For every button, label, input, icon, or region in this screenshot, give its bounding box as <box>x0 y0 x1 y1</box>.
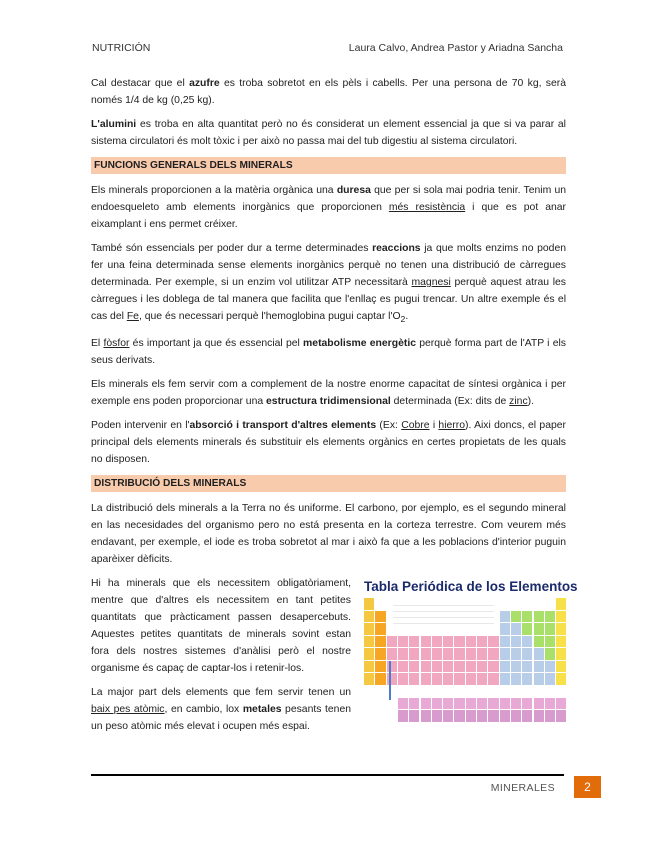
element-cell <box>466 661 476 673</box>
element-cell <box>522 673 532 685</box>
element-cell <box>545 661 555 673</box>
element-cell <box>556 673 566 685</box>
element-cell <box>534 623 544 635</box>
element-cell <box>387 636 397 648</box>
element-cell <box>409 661 419 673</box>
element-cell <box>545 611 555 623</box>
element-cell <box>534 636 544 648</box>
element-cell <box>443 673 453 685</box>
element-cell <box>500 636 510 648</box>
element-cell <box>556 611 566 623</box>
element-cell <box>364 598 374 610</box>
header-left: NUTRICIÓN <box>92 42 151 54</box>
element-cell <box>466 710 476 722</box>
page-number: 2 <box>574 776 601 798</box>
paragraph: Cal destacar que el azufre es troba sobretot en els pèls i cabells. Per una persona de 70 kg, serà només 1/4 de kg (0,25 kg). <box>91 78 566 106</box>
element-cell <box>387 648 397 660</box>
element-cell <box>488 648 498 660</box>
element-cell <box>556 598 566 610</box>
element-cell <box>421 636 431 648</box>
element-cell <box>556 698 566 710</box>
element-cell <box>545 673 555 685</box>
element-cell <box>454 710 464 722</box>
element-cell <box>421 698 431 710</box>
element-cell <box>545 710 555 722</box>
element-cell <box>511 648 521 660</box>
element-cell <box>454 648 464 660</box>
element-cell <box>421 710 431 722</box>
paragraph: La distribució dels minerals a la Terra no és uniforme. El carbono, por ejemplo, es el segundo mineral en las necesidades del organismo pero no está presenta en la corteza terrestre. Com veurem més endavant, per exemple, el iode es troba sobretot al mar i això fa que a les poblacions d'interior puguin aparèixer dèficits. <box>91 503 566 566</box>
element-cell <box>545 636 555 648</box>
element-cell <box>522 698 532 710</box>
element-cell <box>432 636 442 648</box>
header-right: Laura Calvo, Andrea Pastor y Ariadna Sancha <box>348 42 563 54</box>
element-cell <box>522 636 532 648</box>
element-cell <box>534 661 544 673</box>
element-cell <box>432 698 442 710</box>
element-cell <box>511 623 521 635</box>
element-cell <box>500 611 510 623</box>
element-cell <box>443 698 453 710</box>
element-cell <box>364 611 374 623</box>
paragraph: Els minerals els fem servir com a complement de la nostre enorme capacitat de síntesi orgànica i per exemple ens poden proporcionar una estructura tridimensional determinada (Ex: dits de zinc). <box>91 379 566 408</box>
element-cell <box>421 648 431 660</box>
element-cell <box>488 661 498 673</box>
element-cell <box>477 698 487 710</box>
element-cell <box>534 648 544 660</box>
element-cell <box>454 636 464 648</box>
element-cell <box>466 648 476 660</box>
section-heading: DISTRIBUCIÓ DELS MINERALS <box>91 475 566 492</box>
element-cell <box>375 673 385 685</box>
element-cell <box>398 636 408 648</box>
element-cell <box>556 636 566 648</box>
element-cell <box>477 648 487 660</box>
element-cell <box>477 636 487 648</box>
element-cell <box>421 673 431 685</box>
element-cell <box>443 648 453 660</box>
element-cell <box>477 710 487 722</box>
element-cell <box>522 623 532 635</box>
periodic-table-image <box>361 576 578 744</box>
element-cell <box>556 661 566 673</box>
element-cell <box>454 673 464 685</box>
element-cell <box>522 648 532 660</box>
element-cell <box>398 648 408 660</box>
element-cell <box>511 698 521 710</box>
element-cell <box>488 636 498 648</box>
element-cell <box>364 673 374 685</box>
element-cell <box>398 710 408 722</box>
series-connector <box>389 661 391 700</box>
element-cell <box>432 661 442 673</box>
element-cell <box>534 710 544 722</box>
paragraph: L'alumini es troba en alta quantitat però no és considerat un element essencial ja que si va parar al sistema circulatori és molt tòxic i per això no passa mai del tub digestiu al sistema circulatori. <box>91 119 566 147</box>
element-cell <box>534 673 544 685</box>
element-cell <box>500 623 510 635</box>
element-cell <box>443 661 453 673</box>
element-cell <box>443 710 453 722</box>
element-cell <box>545 623 555 635</box>
element-cell <box>398 698 408 710</box>
element-cell <box>556 710 566 722</box>
element-cell <box>511 673 521 685</box>
element-cell <box>488 710 498 722</box>
paragraph: Els minerals proporcionen a la matèria orgànica una duresa que per si sola mai podria tenir. Tenim un endoesqueleto amb elements inorgànics que proporcionen més resistència i que es pot anar eixamplant i ens permet créixer. <box>91 185 567 230</box>
periodic-table-title: Tabla Periódica de los Elementos <box>364 579 578 595</box>
element-cell <box>454 698 464 710</box>
legend-box <box>393 600 495 629</box>
element-cell <box>500 698 510 710</box>
element-cell <box>375 636 385 648</box>
element-cell <box>466 698 476 710</box>
page-header <box>92 42 563 56</box>
element-cell <box>522 710 532 722</box>
element-cell <box>409 710 419 722</box>
element-cell <box>454 661 464 673</box>
element-cell <box>409 673 419 685</box>
element-cell <box>432 673 442 685</box>
element-cell <box>443 636 453 648</box>
element-cell <box>522 661 532 673</box>
element-cell <box>488 673 498 685</box>
paragraph: El fòsfor és important ja que és essencial pel metabolisme energètic perquè forma part de l'ATP i els seus derivats. <box>91 338 566 367</box>
element-cell <box>432 710 442 722</box>
element-cell <box>522 611 532 623</box>
element-cell <box>556 623 566 635</box>
element-cell <box>466 636 476 648</box>
element-cell <box>364 648 374 660</box>
element-cell <box>488 698 498 710</box>
paragraph: Poden intervenir en l'absorció i transport d'altres elements (Ex: Cobre i hierro). Aixi doncs, el paper principal dels elements minerals és substituir els elements orgànics en certes propietats de les quals no disposen. <box>91 420 566 466</box>
element-cell <box>500 710 510 722</box>
element-cell <box>500 661 510 673</box>
element-cell <box>409 698 419 710</box>
element-cell <box>511 636 521 648</box>
element-cell <box>432 648 442 660</box>
element-cell <box>409 648 419 660</box>
element-cell <box>511 611 521 623</box>
element-cell <box>500 648 510 660</box>
page-content <box>91 75 578 750</box>
element-cell <box>545 698 555 710</box>
element-cell <box>477 673 487 685</box>
side-text <box>91 575 351 742</box>
element-cell <box>375 611 385 623</box>
element-cell <box>409 636 419 648</box>
element-cell <box>545 648 555 660</box>
element-cell <box>364 623 374 635</box>
element-cell <box>556 648 566 660</box>
paragraph: També són essencials per poder dur a terme determinades reaccions ja que molts enzims no poden fer una feina determinada sense elements inorgànics perquè no tenen una distribució de càrregues determinada. Per exemple, si un enzim vol utilitzar ATP necessitarà magnesi perquè aquest atrau les càrregues i les doblega de tal manera que facilita que l'enllaç es pugui trencar. Un altre exemple és el cas del Fe, que és necessari perquè l'hemoglobina pugui captar $l'O_2$. <box>91 243 567 325</box>
element-cell <box>477 661 487 673</box>
element-cell <box>500 673 510 685</box>
element-cell <box>511 710 521 722</box>
element-cell <box>364 636 374 648</box>
paragraph: La major part dels elements que fem servir tenen un baix pes atòmic, en cambio, lox metales pesants tenen un peso atòmic més elevat i ocupen més espai. <box>91 687 351 733</box>
footer-rule <box>91 774 564 776</box>
element-cell <box>364 661 374 673</box>
element-cell <box>375 661 385 673</box>
element-cell <box>375 623 385 635</box>
element-cell <box>466 673 476 685</box>
element-cell <box>375 648 385 660</box>
element-cell <box>421 661 431 673</box>
paragraph: Hi ha minerals que els necessitem obligatòriament, mentre que d'altres els necessitem en tant petites quantitats que pràcticament passen desapercebuts. Aquestes petites quantitats de minerals sovint estan fora dels nostres sistemes d'anàlisi però el nostre organisme és capaç de captar-los i retenir-los. <box>91 578 351 675</box>
element-cell <box>534 698 544 710</box>
element-cell <box>534 611 544 623</box>
element-cell <box>398 661 408 673</box>
text-with-figure <box>91 575 578 750</box>
element-cell <box>511 661 521 673</box>
element-cell <box>398 673 408 685</box>
section-heading: FUNCIONS GENERALS DELS MINERALS <box>91 157 566 174</box>
footer-label: MINERALES <box>490 782 555 794</box>
